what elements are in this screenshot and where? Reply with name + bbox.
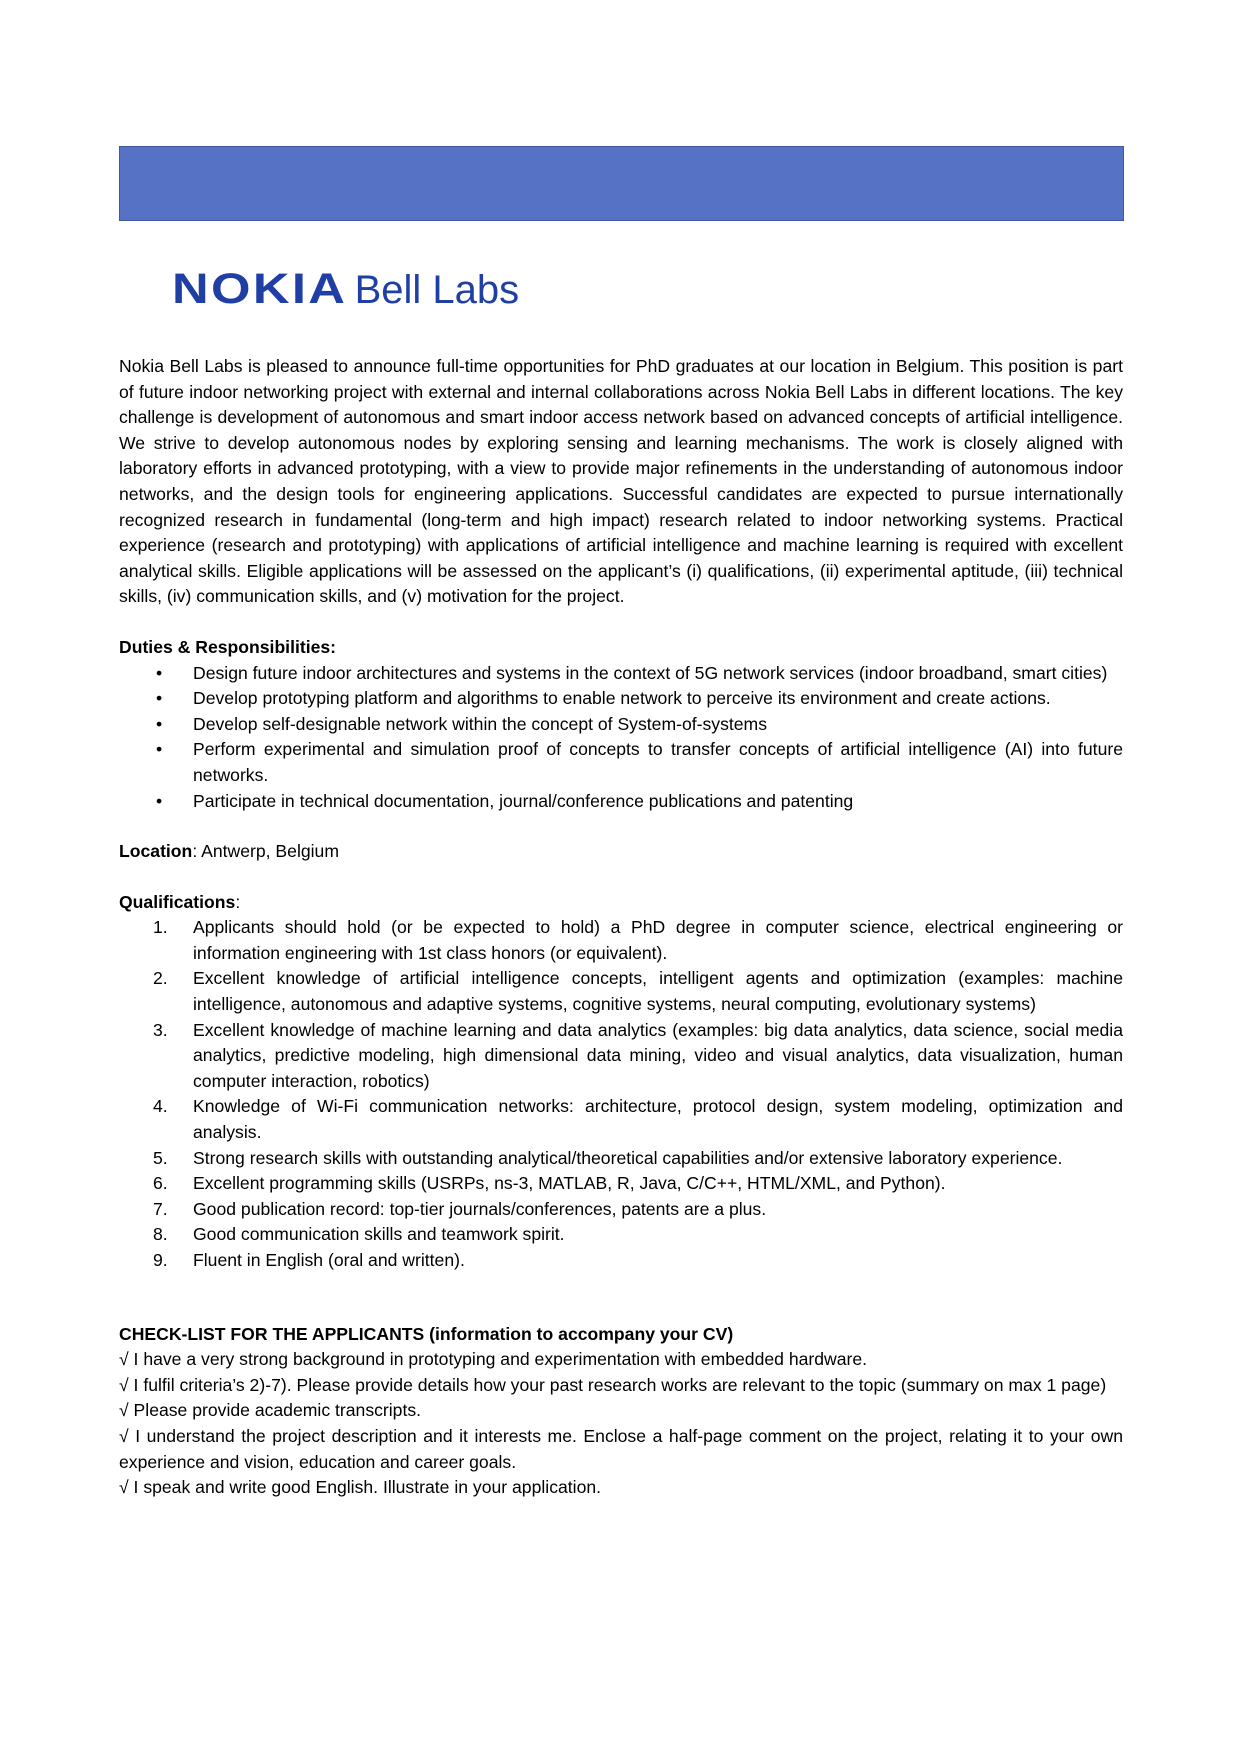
- duties-list: [119, 661, 1123, 815]
- location-label: Location: [119, 841, 193, 862]
- qualification-item: 9. Fluent in English (oral and written).: [153, 1250, 465, 1270]
- duties-item: • Perform experimental and simulation proof of concepts to transfer concepts of artificial intelligence (AI) into future networks.: [156, 739, 1123, 785]
- duties-item: • Participate in technical documentation, journal/conference publications and patenting: [119, 789, 1123, 815]
- qualification-item: 2. Excellent knowledge of artificial intelligence concepts, intelligent agents and optimization (examples: machine intelligence, autonomous and adaptive systems, cognitive systems, neural computing, evolutionary systems): [153, 968, 1123, 1015]
- logo-sub: Bell Labs: [354, 268, 520, 312]
- logo-brand: NOKIA: [172, 265, 348, 313]
- qualifications-list: [119, 915, 1123, 1273]
- intro-paragraph: Nokia Bell Labs is pleased to announce full-time opportunities for PhD graduates at our location in Belgium. This position is part of future indoor networking project with external and internal collaborations across Nokia Bell Labs in different locations. The key challenge is development of autonomous and smart indoor access network based on advanced concepts of artificial intelligence. We strive to develop autonomous nodes by exploring sensing and learning mechanisms. The work is closely aligned with laboratory efforts in advanced prototyping, with a view to provide major refinements in the understanding of autonomous indoor networks, and the design tools for engineering applications. Successful candidates are expected to pursue internationally recognized research in fundamental (long-term and high impact) research related to indoor networking systems. Practical experience (research and prototyping) with applications of artificial intelligence and machine learning is required with excellent analytical skills. Eligible applications will be assessed on the applicant’s (i) qualifications, (ii) experimental aptitude, (iii) technical skills, (iv) communication skills, and (v) motivation for the project.: [119, 356, 1123, 607]
- header-banner: [119, 146, 1124, 221]
- qualification-item: 7. Good publication record: top-tier journals/conferences, patents are a plus.: [153, 1198, 767, 1219]
- location-value: : Antwerp, Belgium: [192, 841, 339, 862]
- bullet-icon: •: [156, 790, 163, 811]
- qualification-item: 8. Good communication skills and teamwork spirit.: [153, 1224, 565, 1245]
- qualification-item: 1. Applicants should hold (or be expected to hold) a PhD degree in computer science, electrical engineering or information engineering with 1st class honors (or equivalent).: [153, 917, 1123, 963]
- checklist-item: √ Please provide academic transcripts.: [119, 1400, 422, 1421]
- bullet-icon: •: [156, 662, 163, 683]
- duties-item: • Design future indoor architectures and systems in the context of 5G network services (indoor broadband, smart cities): [119, 661, 1123, 687]
- bullet-icon: •: [156, 739, 163, 760]
- bullet-icon: •: [156, 688, 163, 709]
- nokia-bell-labs-logo: [172, 267, 519, 311]
- location-line: [119, 839, 1123, 865]
- duties-heading: Duties & Responsibilities:: [119, 636, 337, 657]
- checklist-item: √ I understand the project description and it interests me. Enclose a half-page comment on the project, relating it to your own experience and vision, education and career goals.: [119, 1425, 1123, 1472]
- qualification-item: 6. Excellent programming skills (USRPs, ns-3, MATLAB, R, Java, C/C++, HTML/XML, and Python).: [153, 1173, 946, 1194]
- duties-item: • Develop prototyping platform and algorithms to enable network to perceive its environment and create actions.: [119, 686, 1123, 712]
- bullet-icon: •: [156, 713, 163, 734]
- qualifications-label: Qualifications: [119, 891, 236, 912]
- qualifications-heading: Qualifications:: [119, 891, 241, 912]
- checklist-title: CHECK-LIST FOR THE APPLICANTS (information to accompany your CV): [119, 1323, 734, 1344]
- checklist-item: √ I have a very strong background in prototyping and experimentation with embedded hardware.: [119, 1349, 868, 1370]
- document-body: [119, 354, 1123, 1501]
- qualification-item: 5. Strong research skills with outstanding analytical/theoretical capabilities and/or extensive laboratory experience.: [153, 1147, 1063, 1168]
- duties-item: • Develop self-designable network within the concept of System-of-systems: [119, 712, 1123, 738]
- checklist-item: √ I fulfil criteria’s 2)-7). Please provide details how your past research works are relevant to the topic (summary on max 1 page): [119, 1374, 1107, 1395]
- qualification-item: 4. Knowledge of Wi-Fi communication networks: architecture, protocol design, system modeling, optimization and analysis.: [153, 1096, 1123, 1143]
- checklist-item: √ I speak and write good English. Illustrate in your application.: [119, 1477, 602, 1498]
- qualification-item: 3. Excellent knowledge of machine learning and data analytics (examples: big data analytics, data science, social media analytics, predictive modeling, high dimensional data mining, video and visual analytics, data visualization, human computer interaction, robotics): [153, 1019, 1123, 1091]
